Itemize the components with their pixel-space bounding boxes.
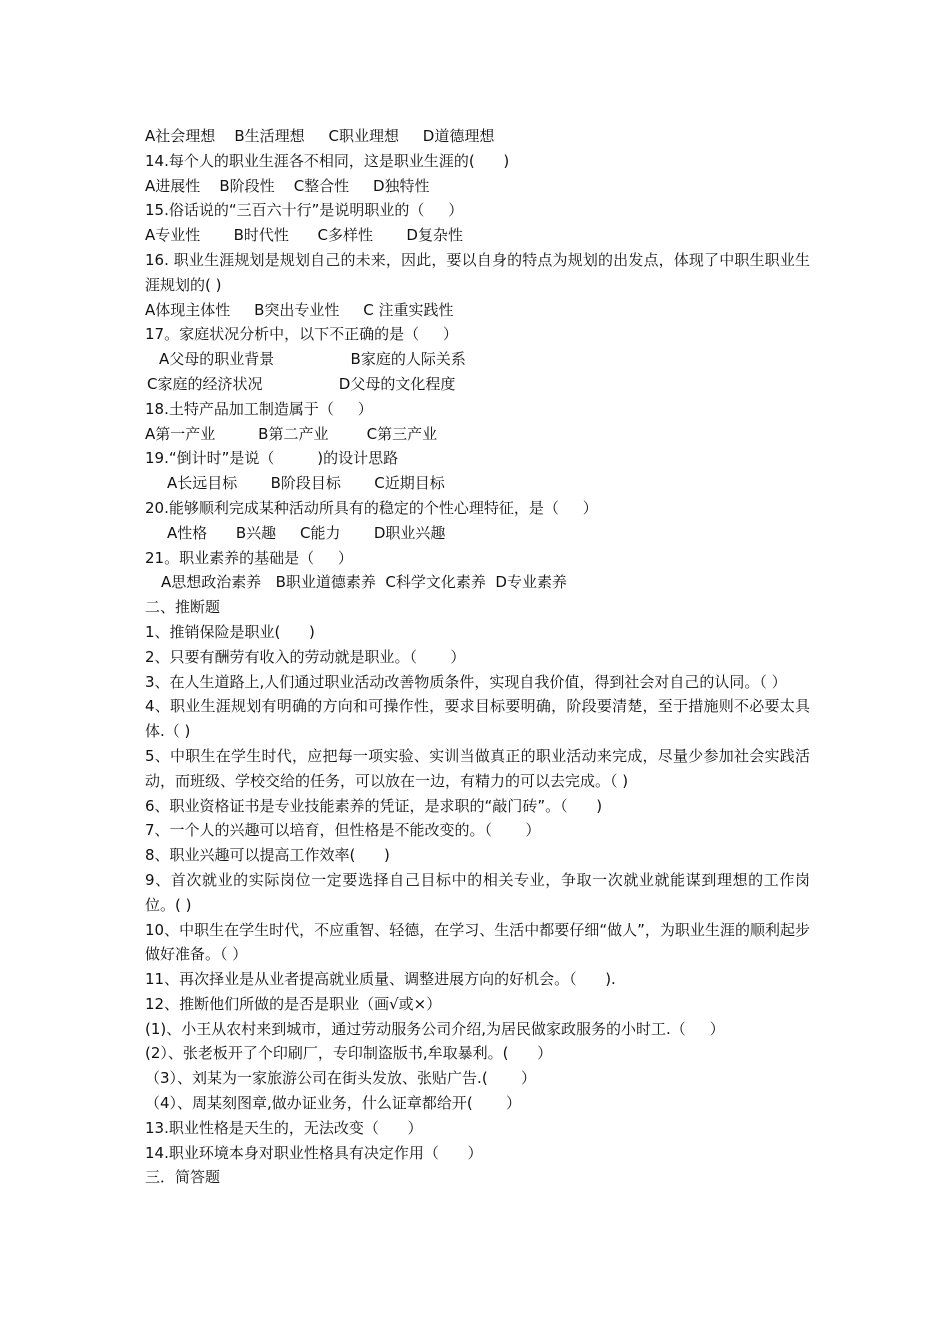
judge-item-1: 1、推销保险是职业( ) <box>145 622 315 641</box>
judge-item-3: 3、在人生道路上,人们通过职业活动改善物质条件，实现自我价值，得到社会对自己的认同。（ ） <box>145 672 787 691</box>
judge-item-2: 2、只要有酬劳有收入的劳动就是职业。（ ） <box>145 647 466 666</box>
q14-question: 14.每个人的职业生涯各不相同，这是职业生涯的( ) <box>145 151 510 170</box>
judge-item-14: 14.职业环境本身对职业性格具有决定作用（ ） <box>145 1143 483 1162</box>
q15-question: 15.俗话说的“三百六十行”是说明职业的（ ） <box>145 201 464 220</box>
q13-options: A社会理想 B生活理想 C职业理想 D道德理想 <box>145 127 495 145</box>
q14-options: A进展性 B阶段性 C整合性 D独特性 <box>145 176 430 195</box>
judge-item-13: 13.职业性格是天生的，无法改变（ ） <box>145 1118 423 1137</box>
q20-options: A性格 B兴趣 C能力 D职业兴趣 <box>167 523 446 542</box>
q21-options: A思想政治素养 B职业道德素养 C科学文化素养 D专业素养 <box>161 573 567 592</box>
q17-options-ab: A父母的职业背景 B家庭的人际关系 <box>159 350 466 369</box>
q15-options: A专业性 B时代性 C多样性 D复杂性 <box>145 226 463 245</box>
q16-question: 16. 职业生涯规划是规划自己的未来，因此，要以自身的特点为规划的出发点，体现了中职生职业生涯规划的( ) <box>145 250 810 294</box>
q17-options-cd: C家庭的经济状况 D父母的文化程度 <box>147 374 456 393</box>
q19-options: A长远目标 B阶段目标 C近期目标 <box>167 474 445 493</box>
q20-question: 20.能够顺利完成某种活动所具有的稳定的个性心理特征，是（ ） <box>145 498 598 517</box>
document-body <box>145 124 810 1190</box>
q17-question: 17。家庭状况分析中，以下不正确的是（ ） <box>145 325 458 344</box>
q18-question: 18.土特产品加工制造属于（ ） <box>145 399 373 418</box>
judge-item-12-2: (2）、张老板开了个印刷厂，专印制盗版书,牟取暴利。( ） <box>145 1044 553 1063</box>
judge-item-7: 7、一个人的兴趣可以培育，但性格是不能改变的。（ ） <box>145 821 541 840</box>
judge-item-11: 11、再次择业是从业者提高就业质量、调整进展方向的好机会。（ ). <box>145 970 616 989</box>
judge-item-12-3: （3）、刘某为一家旅游公司在街头发放、张贴广告.( ） <box>145 1069 537 1088</box>
judge-item-4: 4、职业生涯规划有明确的方向和可操作性，要求目标要明确，阶段要清楚，至于措施则不必要太具体.（ ) <box>145 697 810 741</box>
judge-item-12-4: （4）、周某刻图章,做办证业务，什么证章都给开( ） <box>145 1094 522 1113</box>
q19-question: 19.“倒计时”是说（ )的设计思路 <box>145 449 399 468</box>
q21-question: 21。职业素养的基础是（ ） <box>145 548 353 567</box>
judge-item-12: 12、推断他们所做的是否是职业（画√或×） <box>145 994 442 1013</box>
judge-item-6: 6、职业资格证书是专业技能素养的凭证，是求职的“敲门砖”。（ ) <box>145 796 603 815</box>
judge-item-12-1: (1)、小王从农村来到城市，通过劳动服务公司介绍,为居民做家政服务的小时工.（ ） <box>145 1019 725 1038</box>
q16-options: A体现主体性 B突出专业性 C 注重实践性 <box>145 300 454 319</box>
section-3-heading: 三．简答题 <box>145 1168 221 1187</box>
judge-item-8: 8、职业兴趣可以提高工作效率( ) <box>145 846 390 865</box>
judge-item-10: 10、中职生在学生时代，不应重智、轻德，在学习、生活中都要仔细“做人”，为职业生涯的顺利起步做好准备。（ ） <box>145 920 810 964</box>
section-2-heading: 二、推断题 <box>145 598 221 617</box>
q18-options: A第一产业 B第二产业 C第三产业 <box>145 424 438 443</box>
judge-item-9: 9、首次就业的实际岗位一定要选择自己目标中的相关专业，争取一次就业就能谋到理想的工作岗位。( ) <box>145 870 810 914</box>
judge-item-5: 5、中职生在学生时代，应把每一项实验、实训当做真正的职业活动来完成，尽量少参加社会实践活动，而班级、学校交给的任务，可以放在一边，有精力的可以去完成。（ ) <box>145 746 810 790</box>
